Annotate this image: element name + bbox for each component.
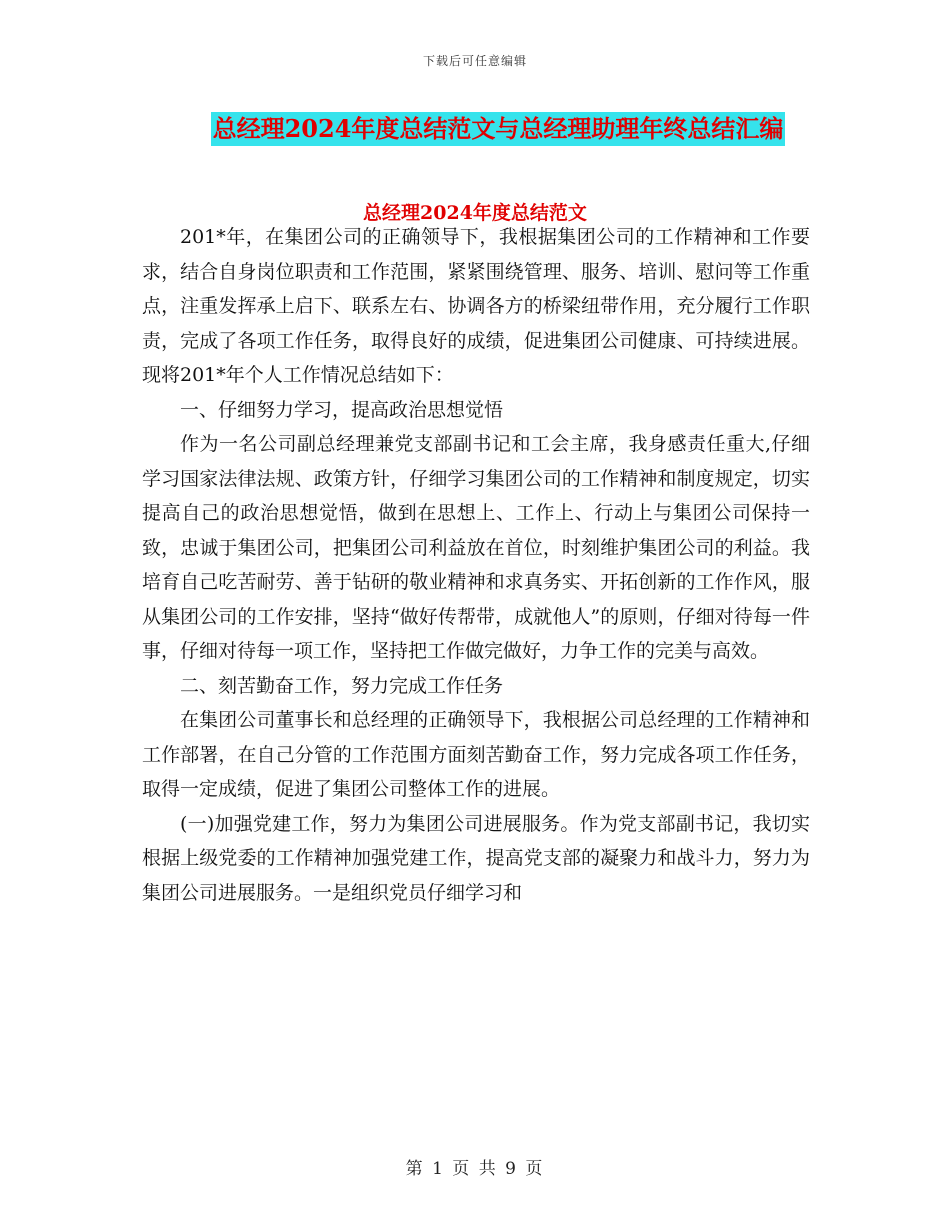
paragraph: (一)加强党建工作，努力为集团公司进展服务。作为党支部副书记，我切实根据上级党委的工作精神加强党建工作，提高党支部的凝聚力和战斗力，努力为集团公司进展服务。一是组织党员仔细学习和 bbox=[142, 812, 810, 904]
section-title: 总经理2024年度总结范文 bbox=[363, 202, 587, 224]
document-title-container bbox=[0, 112, 950, 146]
document-title: 总经理2024年度总结范文与总经理助理年终总结汇编 bbox=[211, 112, 786, 146]
page-footer: 第 1 页 共 9 页 bbox=[405, 1159, 545, 1179]
paragraph-heading: 二、刻苦勤奋工作，努力完成工作任务 bbox=[180, 674, 504, 697]
paragraph-heading: 一、仔细努力学习，提高政治思想觉悟 bbox=[180, 398, 504, 421]
paragraph: 201*年，在集团公司的正确领导下，我根据集团公司的工作精神和工作要求，结合自身岗位职责和工作范围，紧紧围绕管理、服务、培训、慰问等工作重点，注重发挥承上启下、联系左右、协调各方的桥梁纽带作用，充分履行工作职责，完成了各项工作任务，取得良好的成绩，促进集团公司健康、可持续进展。现将201*年个人工作情况总结如下： bbox=[142, 226, 810, 386]
paragraph: 在集团公司董事长和总经理的正确领导下，我根据公司总经理的工作精神和工作部署，在自己分管的工作范围方面刻苦勤奋工作，努力完成各项工作任务，取得一定成绩，促进了集团公司整体工作的进展。 bbox=[142, 709, 810, 800]
paragraph: 作为一名公司副总经理兼党支部副书记和工会主席，我身感责任重大,仔细学习国家法律法规、政策方针，仔细学习集团公司的工作精神和制度规定，切实提高自己的政治思想觉悟，做到在思想上、工作上、行动上与集团公司保持一致，忠诚于集团公司，把集团公司利益放在首位，时刻维护集团公司的利益。我培育自己吃苦耐劳、善于钻研的敬业精神和求真务实、开拓创新的工作作风，服从集团公司的工作安排，坚持“做好传帮带，成就他人”的原则，仔细对待每一件事，仔细对待每一项工作，坚持把工作做完做好，力争工作的完美与高效。 bbox=[142, 433, 810, 662]
document-body bbox=[142, 220, 810, 910]
header-note: 下载后可任意编辑 bbox=[422, 54, 527, 68]
